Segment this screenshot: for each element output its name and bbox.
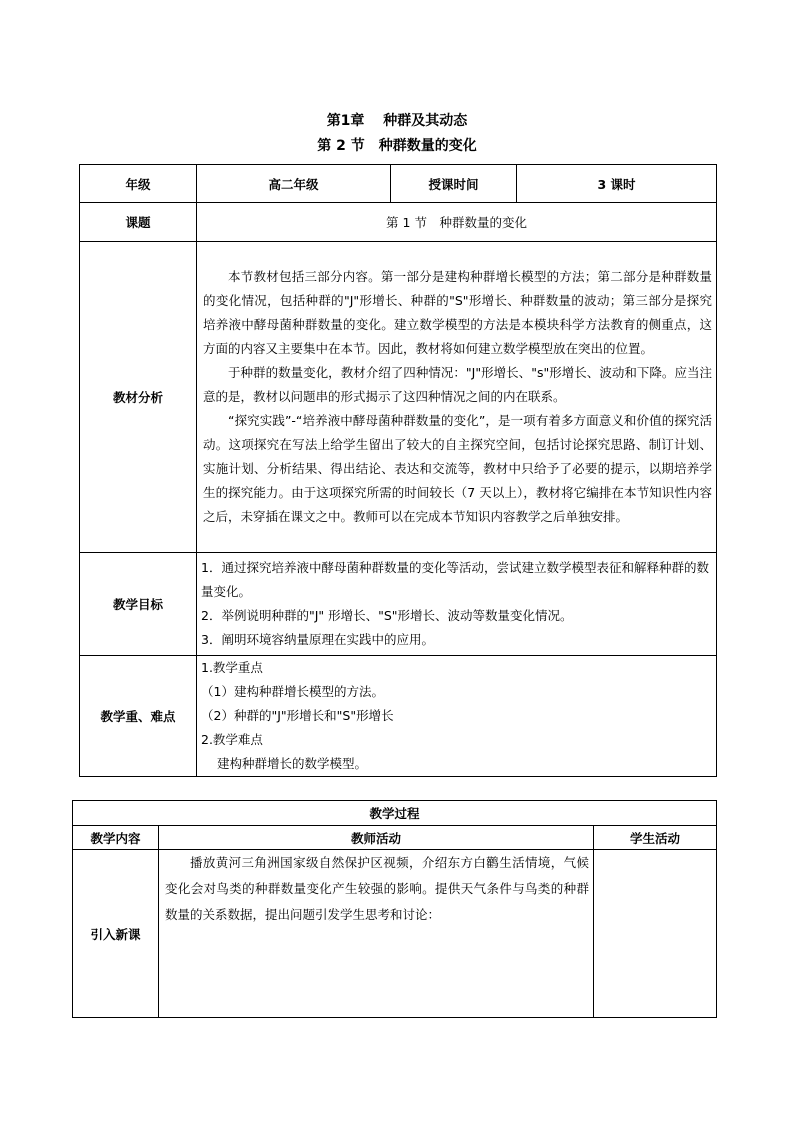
row-teacher-cell [159,850,594,1018]
analysis-paragraph: 于种群的数量变化，教材介绍了四种情况："J"形增长、"s"形增长、波动和下降。应当注意的是，教材以问题串的形式揭示了这四种情况之间的内在联系。 [203,365,712,404]
topic-value: 第 1 节 种群数量的变化 [197,203,717,242]
key-line: 建构种群增长的数学模型。 [217,756,368,771]
row-content-cell: 引入新课 [73,850,159,1018]
col-student-header: 学生活动 [594,826,717,850]
grade-row [80,165,717,203]
key-points-label: 教学重、难点 [80,656,197,777]
col-content-header: 教学内容 [73,826,159,850]
analysis-content [197,242,717,553]
process-row [73,850,717,1018]
row-student-cell [594,850,717,1018]
goals-row [80,553,717,656]
chapter-title: 第1章 种群及其动态 [326,113,468,129]
key-line: （1）建构种群增长模型的方法。 [201,684,384,699]
key-line: （2）种群的"J"形增长和"S"形增长 [201,708,394,723]
goal-item: 1．通过探究培养液中酵母菌种群数量的变化等活动，尝试建立数学模型表征和解释种群的数量变化。 [201,560,709,599]
key-line: 1.教学重点 [201,660,263,675]
process-title-row [73,801,717,826]
goal-item: 2．举例说明种群的"J" 形增长、"S"形增长、波动等数量变化情况。 [201,608,573,623]
time-value: 3 课时 [517,165,717,203]
topic-row [80,203,717,242]
analysis-row [80,242,717,553]
goal-item: 3．阐明环境容纳量原理在实践中的应用。 [201,632,434,647]
teaching-process-table [72,800,717,1018]
lesson-info-table [79,164,717,777]
section-title: 第 2 节 种群数量的变化 [317,138,477,154]
grade-value: 高二年级 [197,165,391,203]
process-title: 教学过程 [73,801,717,826]
key-points-row [80,656,717,777]
goals-label: 教学目标 [80,553,197,656]
process-header-row [73,826,717,850]
key-points-content [197,656,717,777]
col-teacher-header: 教师活动 [159,826,594,850]
topic-label: 课题 [80,203,197,242]
goals-content [197,553,717,656]
analysis-label: 教材分析 [80,242,197,553]
analysis-paragraph: “探究实践”-“培养液中酵母菌种群数量的变化”，是一项有着多方面意义和价值的探究活动。这项探究在写法上给学生留出了较大的自主探究空间，包括讨论探究思路、制订计划、实施计划、分析结果、得出结论、表达和交流等，教材中只给予了必要的提示，以期培养学生的探究能力。由于这项探究所需的时间较长（7 天以上），教材将它编排在本节知识性内容之后，未穿插在课文之中。教师可以在完成本节知识内容教学之后单独安排。 [203,413,712,524]
grade-label: 年级 [80,165,197,203]
time-label: 授课时间 [391,165,517,203]
analysis-paragraph: 本节教材包括三部分内容。第一部分是建构种群增长模型的方法；第二部分是种群数量的变化情况，包括种群的"J"形增长、种群的"S"形增长、种群数量的波动；第三部分是探究培养液中酵母菌种群数量的变化。建立数学模型的方法是本模块科学方法教育的侧重点，这方面的内容又主要集中在本节。因此，教材将如何建立数学模型放在突出的位置。 [203,269,712,356]
teacher-activity-text: 播放黄河三角洲国家级自然保护区视频，介绍东方白鹳生活情境，气候变化会对鸟类的种群数量变化产生较强的影响。提供天气条件与鸟类的种群数量的关系数据，提出问题引发学生思考和讨论： [165,855,589,922]
key-line: 2.教学难点 [201,732,263,747]
